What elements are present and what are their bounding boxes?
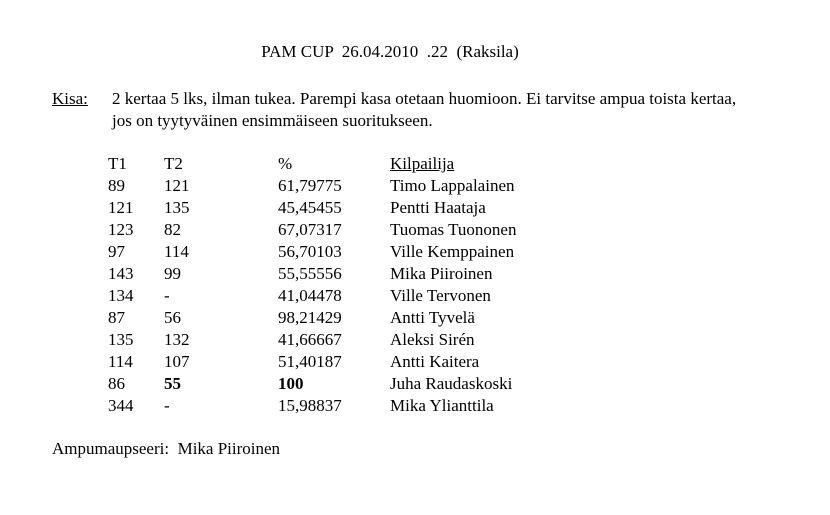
table-row: [108, 175, 590, 197]
cell-competitor: Timo Lappalainen: [390, 176, 515, 195]
cell-t1: 344: [108, 396, 134, 415]
table-row: [108, 351, 590, 373]
table-row: [108, 329, 590, 351]
table-row: [108, 263, 590, 285]
cell-percent: 56,70103: [278, 242, 342, 261]
cell-t1: 86: [108, 374, 125, 393]
cell-percent-best: 100: [278, 374, 304, 393]
cell-competitor: Ville Kemppainen: [390, 242, 515, 261]
kisa-description-line-2: jos on tyytyväinen ensimmäiseen suoritukseen.: [112, 111, 433, 130]
cell-competitor: Antti Kaitera: [390, 352, 480, 371]
cell-t2: -: [164, 396, 170, 415]
header-kilpailija: [390, 153, 590, 175]
table-row: [108, 307, 590, 329]
table-row: [108, 241, 590, 263]
cell-competitor: Tuomas Tuononen: [390, 220, 517, 239]
cell-t1: 89: [108, 176, 125, 195]
cell-competitor: Ville Tervonen: [390, 286, 491, 305]
cell-t2: 107: [164, 352, 190, 371]
results-table: [108, 153, 590, 417]
kisa-description-line-1: 2 kertaa 5 lks, ilman tukea. Parempi kasa otetaan huomioon. Ei tarvitse ampua toista kertaa,: [112, 89, 737, 108]
table-row: [108, 285, 590, 307]
cell-t1: 87: [108, 308, 125, 327]
cell-competitor: Mika Piiroinen: [390, 264, 493, 283]
cell-t1: 135: [108, 330, 134, 349]
cell-t2: 121: [164, 176, 190, 195]
table-row: [108, 219, 590, 241]
cell-percent: 45,45455: [278, 198, 342, 217]
results-header-row: [108, 153, 590, 175]
cell-percent: 55,55556: [278, 264, 342, 283]
cell-competitor: Antti Tyvelä: [390, 308, 475, 327]
table-row: [108, 197, 590, 219]
cell-t2: -: [164, 286, 170, 305]
cell-t2: 56: [164, 308, 181, 327]
header-percent: %: [278, 154, 293, 173]
cell-percent: 67,07317: [278, 220, 342, 239]
cell-percent: 51,40187: [278, 352, 342, 371]
cell-competitor: Mika Ylianttila: [390, 396, 494, 415]
cell-t1: 134: [108, 286, 134, 305]
cell-percent: 15,98837: [278, 396, 342, 415]
table-row-winner: [108, 373, 590, 395]
cell-t1: 97: [108, 242, 125, 261]
header-t2: T2: [164, 154, 183, 173]
cell-t2: 114: [164, 242, 189, 261]
cell-t2: 132: [164, 330, 190, 349]
cell-percent: 41,66667: [278, 330, 342, 349]
cell-t2: 99: [164, 264, 181, 283]
header-t1: T1: [108, 154, 127, 173]
cell-percent: 61,79775: [278, 176, 342, 195]
range-officer: Ampumaupseeri: Mika Piiroinen: [52, 439, 281, 458]
header-kilpailija-label: Kilpailija: [390, 154, 455, 173]
cell-t1: 121: [108, 198, 134, 217]
cell-t2: 135: [164, 198, 190, 217]
cell-t2: 82: [164, 220, 181, 239]
cell-percent: 41,04478: [278, 286, 342, 305]
cell-percent: 98,21429: [278, 308, 342, 327]
document-title: PAM CUP 26.04.2010 .22 (Raksila): [261, 42, 519, 61]
table-row: [108, 395, 590, 417]
cell-t1: 143: [108, 264, 134, 283]
cell-t1: 123: [108, 220, 134, 239]
cell-t2-best: 55: [164, 374, 181, 393]
cell-competitor: Aleksi Sirén: [390, 330, 475, 349]
cell-competitor: Pentti Haataja: [390, 198, 486, 217]
kisa-label: Kisa:: [52, 89, 88, 108]
cell-t1: 114: [108, 352, 133, 371]
cell-competitor: Juha Raudaskoski: [390, 374, 513, 393]
